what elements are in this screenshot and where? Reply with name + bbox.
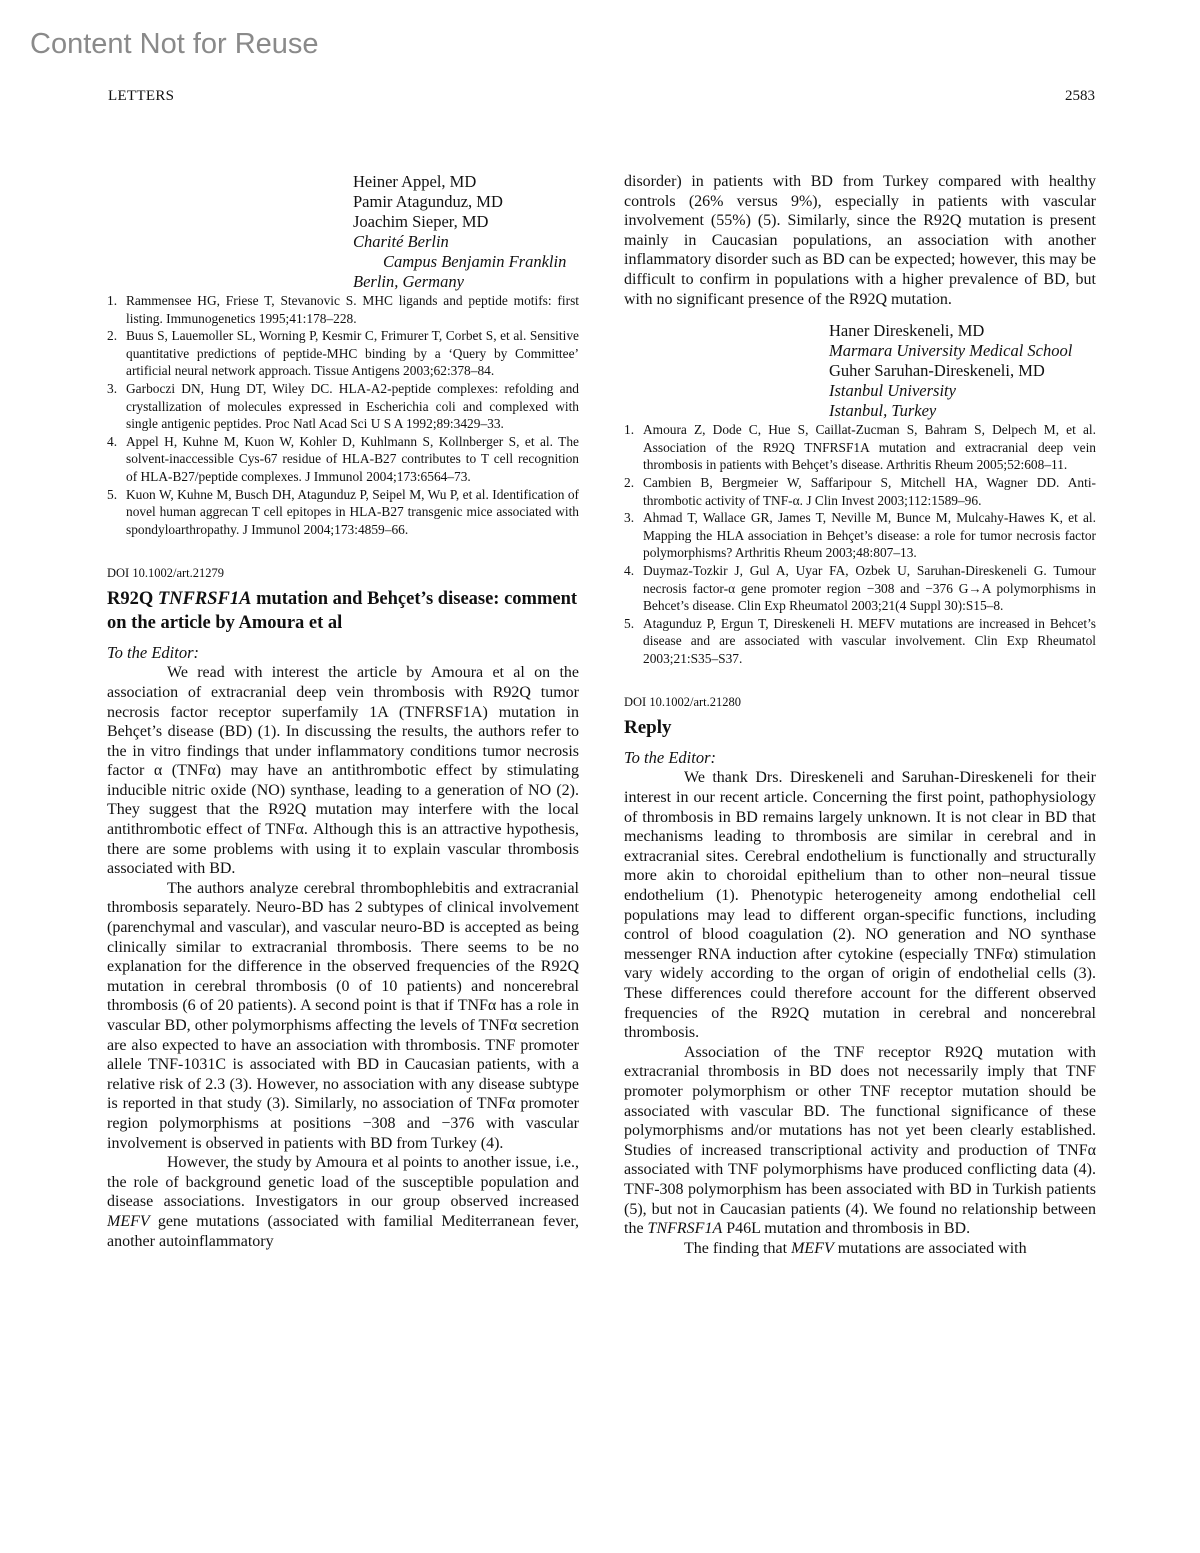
signature-line: Joachim Sieper, MD [353,212,489,231]
reference-item: 5. Atagunduz P, Ergun T, Direskeneli H. MEFV mutations are increased in Behcet’s disease and are associated with vascular involvement. Clin Exp Rheumatol 2003;21:S35–S37. [624,615,1096,666]
paragraph: We thank Drs. Direskeneli and Saruhan-Direskeneli for their interest in our recent article. Concerning the first point, pathophysiology of thrombosis in BD remains largely unknown. It is not clear in BD that mechanisms leading to thrombosis are similar in cerebral and in extracranial sites. Cerebral endothelium is functionally and structurally more akin to choroidal epithelium than to other non–neural tissue endothelium (1). Phenotypic heterogeneity among endothelial cell populations may lead to different organ-specific functions, including control of blood coagulation (2). NO generation and NO synthase messenger RNA induction after cytokine (especially TNFα) stimulation vary widely according to the organ of origin of endothelial cells (3). These differences could therefore account for the different observed frequencies of the R92Q mutation in cerebral and noncerebral thrombosis. [624,769,1096,1042]
reference-item: 3. Garboczi DN, Hung DT, Wiley DC. HLA-A2-peptide complexes: refolding and crystallization of molecules expressed in Escherichia coli and complexed with single antigenic peptides. Proc Natl Acad Sci U S A 1992;89:3429–33. [107,380,579,432]
letter-body [107,663,579,1251]
running-head-section: LETTERS [108,88,175,104]
signature-line: Istanbul University [829,381,956,401]
paragraph: However, the study by Amoura et al points to another issue, i.e., the role of background genetic load of the susceptible population and disease associations. Investigators in our group observed increased MEFV gene mutations (associated with familial Mediterranean fever, another autoinflammatory [107,1154,579,1250]
author-signature-block [353,172,579,292]
left-column [107,172,579,1251]
reference-item: 1. Rammensee HG, Friese T, Stevanovic S. MHC ligands and peptide motifs: first listing. Immunogenetics 1995;41:178–228. [107,293,579,326]
reference-item: 4. Appel H, Kuhne M, Kuon W, Kohler D, Kuhlmann S, Kollnberger S, et al. The solvent-inaccessible Cys-67 residue of HLA-B27 contributes to T cell recognition of HLA-B27/peptide complexes. J Immunol 2004;173:6564–73. [107,433,579,484]
reference-item: 4. Duymaz-Tozkir J, Gul A, Uyar FA, Ozbek U, Saruhan-Direskeneli G. Tumour necrosis factor-α gene promoter region −308 and −376 G→A polymorphisms in Behcet’s disease. Clin Exp Rheumatol 2003;21(4 Suppl 30):S15–8. [624,562,1096,614]
signature-line: Berlin, Germany [353,272,464,291]
letter-doi: DOI 10.1002/art.21279 [107,566,224,581]
page-number: 2583 [1065,88,1095,104]
signature-line: Pamir Atagunduz, MD [353,192,503,211]
reply-title: Reply [624,717,672,739]
paragraph: The authors analyze cerebral thrombophlebitis and extracranial thrombosis separately. Neuro-BD has 2 subtypes of clinical involvement (parenchymal and vascular), and vascular neuro-BD is accepted as being clinically similar to extracranial thrombosis. There seems to be no explanation for the difference in the observed frequencies of the R92Q mutation in cerebral thrombosis (0 of 10 patients) and noncerebral thrombosis (6 of 20 patients). A second point is that if TNFα has a role in vascular BD, other polymorphisms affecting the levels of TNFα secretion are also expected to have an association with thrombosis. TNF promoter allele TNF-1031C is associated with BD in Caucasian patients, with a relative risk of 2.3 (3). However, no association with any disease subtype is reported in that study (3). Similarly, no association of TNFα promoter region polymorphisms at positions −308 and −376 with vascular involvement is observed in patients with BD from Turkey (4). [107,879,579,1152]
signature-line: Heiner Appel, MD [353,172,477,191]
reply-body [624,768,1096,1258]
paragraph: Association of the TNF receptor R92Q mutation with extracranial thrombosis in BD does not necessarily imply that TNF promoter polymorphism or other TNF receptor mutation should be associated with vascular BD. The functional significance of these polymorphisms and/or mutations has not yet been clearly established. Studies of increased transcriptional activity and production of TNFα associated with TNF polymorphisms have produced conflicting data (4). TNF-308 polymorphism has been associated with BD in Turkish patients (5), but not in Caucasian patients (4). We found no relationship between the TNFRSF1A P46L mutation and thrombosis in BD. [624,1043,1096,1238]
signature-line: Haner Direskeneli, MD [829,321,985,341]
paragraph: The finding that MEFV mutations are associated with [684,1239,1027,1257]
signature-line: Istanbul, Turkey [829,401,937,421]
reply-doi: DOI 10.1002/art.21280 [624,695,741,710]
letter-body-continued [624,172,1096,309]
paragraph: disorder) in patients with BD from Turkey compared with healthy controls (26% versus 9%), especially in patients with vascular involvement (55%) (5). Similarly, since the R92Q mutation is present mainly in Caucasian populations, an association with another inflammatory disorder such as BD can be expected; however, this may be difficult to confirm in populations with a higher prevalence of BD, but with no significant presence of the R92Q mutation. [624,173,1096,308]
reference-item: 1. Amoura Z, Dode C, Hue S, Caillat-Zucman S, Bahram S, Delpech M, et al. Association of the R92Q TNFRSF1A mutation and extracranial deep vein thrombosis in patients with Behçet’s disease. Arthritis Rheum 2005;52:608–11. [624,422,1096,473]
watermark: Content Not for Reuse [30,28,319,60]
reference-item: 5. Kuon W, Kuhne M, Busch DH, Atagunduz P, Seipel M, Wu P, et al. Identification of novel human aggrecan T cell epitopes in HLA-B27 transgenic mice associated with spondyloarthropathy. J Immunol 2004;173:4859–66. [107,486,579,537]
paragraph: We read with interest the article by Amoura et al on the association of extracranial deep vein thrombosis with R92Q tumor necrosis factor receptor superfamily 1A (TNFRSF1A) mutation in Behçet’s disease (BD) (1). In discussing the results, the authors refer to the in vitro findings that under inflammatory conditions tumor necrosis factor α (TNFα) may have an antithrombotic effect by stimulating inducible nitric oxide (NO) synthase, leading to a generation of NO (2). They suggest that the R92Q mutation may interfere with the local antithrombotic effect of TNFα. Although this is an attractive hypothesis, there are some problems with using it to explain vascular thrombosis associated with BD. [107,664,579,878]
signature-line: Campus Benjamin Franklin [383,252,567,271]
reference-list [107,292,579,538]
letter-title: R92Q TNFRSF1A mutation and Behçet’s disease: comment on the article by Amoura et al [107,589,578,634]
author-signature-block [829,321,1096,421]
letter-salutation: To the Editor: [107,643,199,663]
reply-salutation: To the Editor: [624,748,716,768]
reference-list [624,421,1096,667]
reference-item: 2. Buus S, Lauemoller SL, Worning P, Kesmir C, Frimurer T, Corbet S, et al. Sensitive quantitative predictions of peptide-MHC binding by a ‘Query by Committee’ artificial neural network approach. Tissue Antigens 2003;62:378–84. [107,328,579,379]
signature-line: Guher Saruhan-Direskeneli, MD [829,361,1045,381]
reference-item: 2. Cambien B, Bergmeier W, Saffaripour S, Mitchell HA, Wagner DD. Anti-thrombotic activity of TNF-α. J Clin Invest 2003;112:1589–96. [624,474,1096,508]
reference-item: 3. Ahmad T, Wallace GR, James T, Neville M, Bunce M, Mulcahy-Hawes K, et al. Mapping the HLA association in Behçet’s disease: a role for tumor necrosis factor polymorphisms? Arthritis Rheum 2003;48:807–13. [624,510,1096,561]
signature-line: Marmara University Medical School [829,341,1073,361]
right-column [624,172,1096,1258]
signature-line: Charité Berlin [353,232,449,251]
